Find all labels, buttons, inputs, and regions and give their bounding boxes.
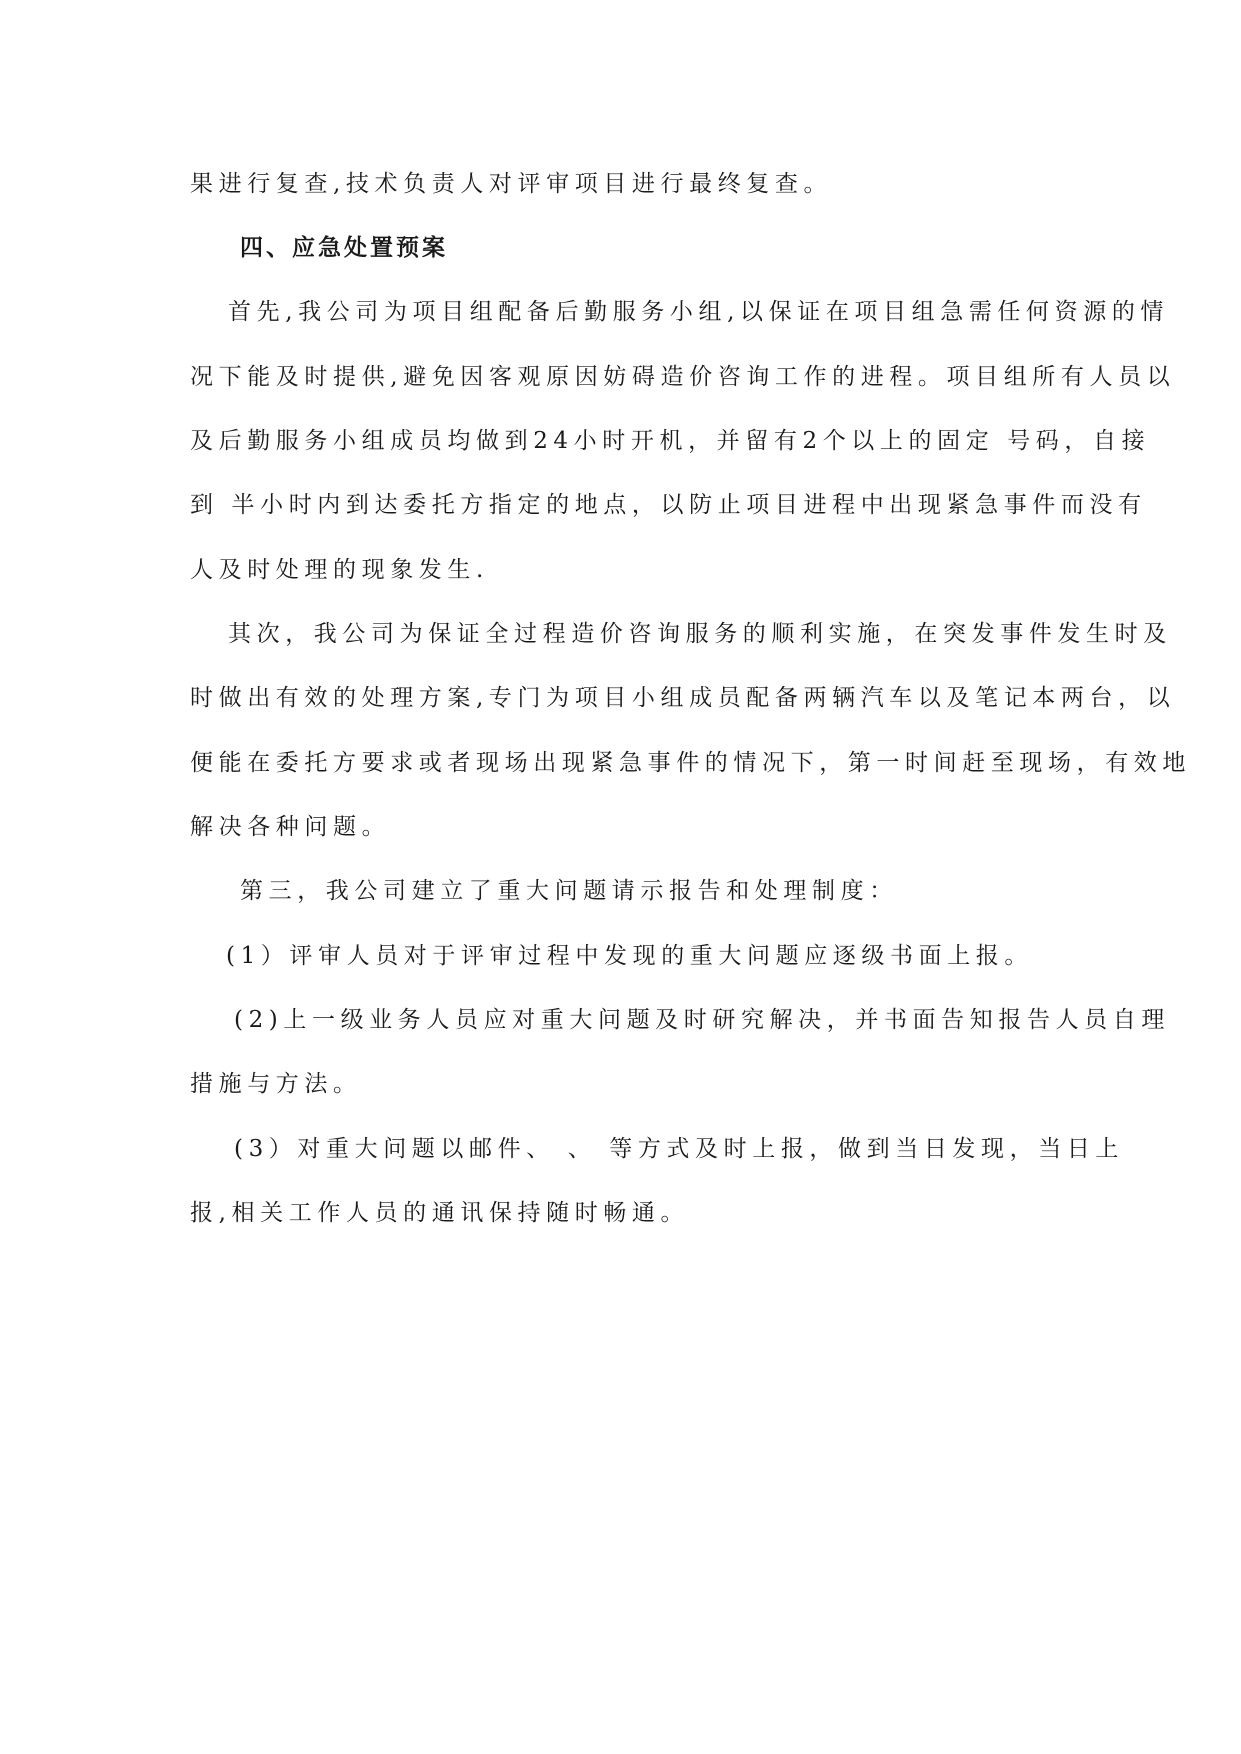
- paragraph-1-line-5: 人及时处理的现象发生.: [190, 557, 489, 583]
- paragraph-1-line-3: 及后勤服务小组成员均做到24小时开机，并留有2个以上的固定 号码，自接: [190, 428, 1151, 454]
- list-item-3-line-1: (3）对重大问题以邮件、 、 等方式及时上报，做到当日发现，当日上: [234, 1136, 1125, 1162]
- paragraph-2-line-1: 其次，我公司为保证全过程造价咨询服务的顺利实施，在突发事件发生时及: [228, 621, 1172, 647]
- paragraph-1-line-2: 况下能及时提供,避免因客观原因妨碍造价咨询工作的进程。项目组所有人员以: [190, 364, 1176, 390]
- text-line-continuation: 果进行复查,技术负责人对评审项目进行最终复查。: [190, 171, 833, 197]
- paragraph-2-line-2: 时做出有效的处理方案,专门为项目小组成员配备两辆汽车以及笔记本两台，以: [190, 685, 1176, 711]
- list-item-2-line-2: 措施与方法。: [190, 1071, 362, 1097]
- paragraph-3-line-1: 第三，我公司建立了重大问题请示报告和处理制度：: [240, 878, 898, 904]
- list-item-3-line-2: 报,相关工作人员的通讯保持随时畅通。: [190, 1200, 690, 1226]
- paragraph-2-line-4: 解决各种问题。: [190, 814, 391, 840]
- section-heading: 四、应急处置预案: [240, 235, 448, 261]
- list-item-1: (1）评审人员对于评审过程中发现的重大问题应逐级书面上报。: [226, 943, 1034, 969]
- paragraph-1-line-4: 到 半小时内到达委托方指定的地点，以防止项目进程中出现紧急事件而没有: [190, 492, 1147, 518]
- list-item-2-line-1: (2)上一级业务人员应对重大问题及时研究解决，并书面告知报告人员自理: [234, 1007, 1170, 1033]
- paragraph-1-line-1: 首先,我公司为项目组配备后勤服务小组,以保证在项目组急需任何资源的情: [228, 299, 1170, 325]
- paragraph-2-line-3: 便能在委托方要求或者现场出现紧急事件的情况下，第一时间赶至现场，有效地: [190, 750, 1191, 776]
